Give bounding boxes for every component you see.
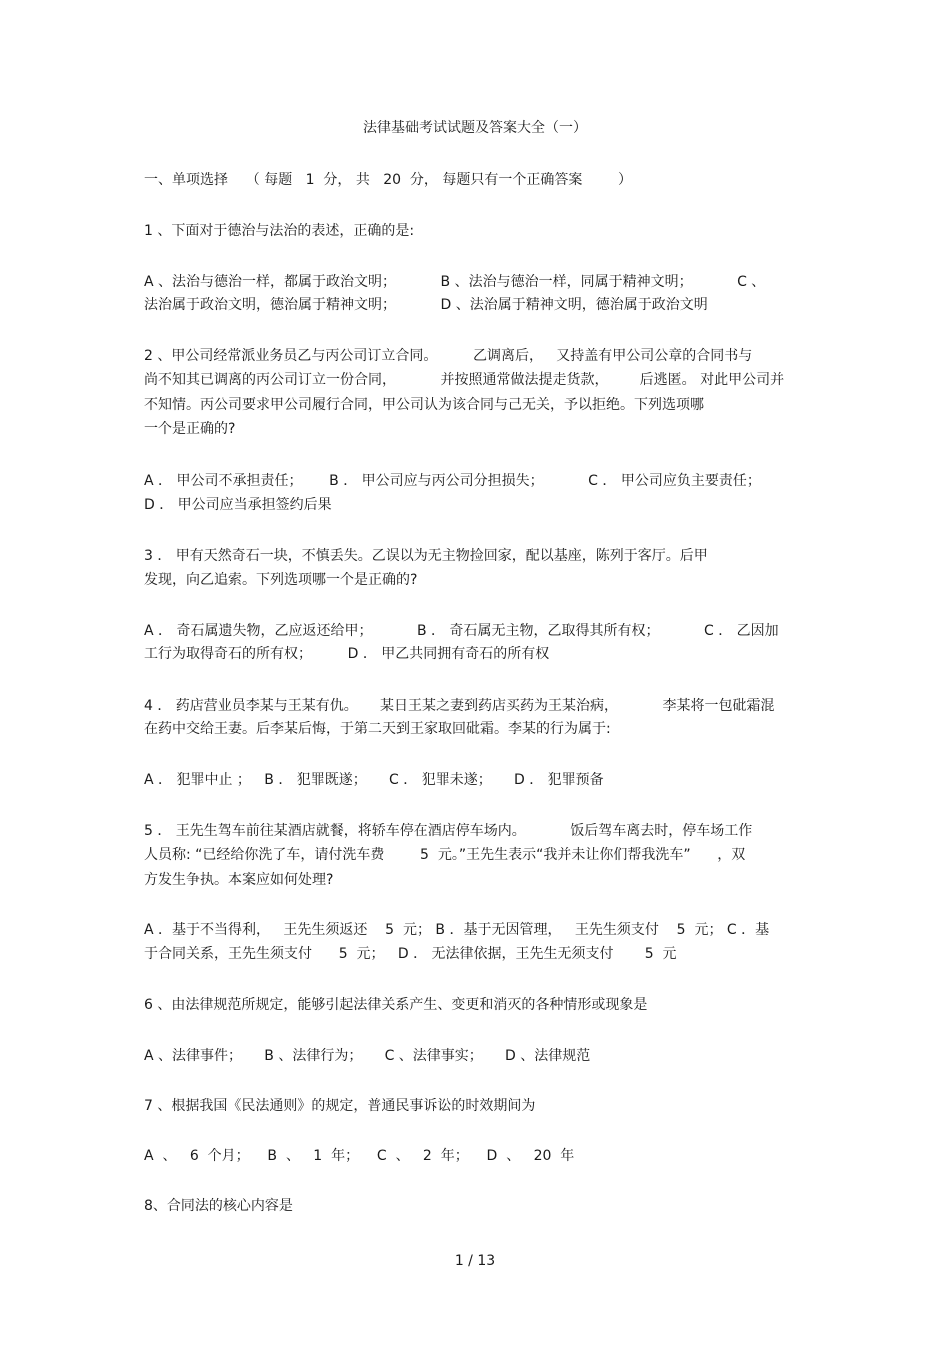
question-7-options: A 、 6 个月； B 、 1 年； C 、 2 年； D 、 20 年 bbox=[144, 1148, 575, 1164]
question-4-stem-line-2: 在药中交给王妻。后李某后悔，于第二天到王家取回砒霜。李某的行为属于: bbox=[144, 721, 611, 737]
question-7-stem: 7 、根据我国《民法通则》的规定，普通民事诉讼的时效期间为 bbox=[144, 1098, 536, 1114]
question-5-options-line-2: 于合同关系，王先生须支付 5 元； D ． 无法律依据，王先生无须支付 5 元 bbox=[144, 946, 677, 962]
question-4-options: A ． 犯罪中止 ； B ． 犯罪既遂； C ． 犯罪未遂； D ． 犯罪预备 bbox=[144, 772, 604, 788]
question-6-stem: 6 、由法律规范所规定，能够引起法律关系产生、变更和消灭的各种情形或现象是 bbox=[144, 997, 648, 1013]
question-5-stem-line-3: 方发生争执。本案应如何处理? bbox=[144, 872, 334, 888]
question-2-stem-line-2: 尚不知其已调离的丙公司订立一份合同， 并按照通常做法提走货款， 后逃匿。 对此甲公司并 bbox=[144, 372, 785, 388]
question-1-options-line-1: A 、法治与德治一样，都属于政治文明； B 、法治与德治一样，同属于精神文明； C 、 bbox=[144, 274, 766, 290]
question-4-stem-line-1: 4 ． 药店营业员李某与王某有仇。 某日王某之妻到药店买药为王某治病， 李某将一包砒霜混 bbox=[144, 698, 775, 714]
question-2-stem-line-1: 2 、甲公司经常派业务员乙与丙公司订立合同。 乙调离后， 又持盖有甲公司公章的合同书与 bbox=[144, 348, 753, 364]
question-5-stem-line-1: 5 ． 王先生驾车前往某酒店就餐，将轿车停在酒店停车场内。 饭后驾车离去时，停车场工作 bbox=[144, 823, 753, 839]
question-8-stem: 8、合同法的核心内容是 bbox=[144, 1198, 293, 1214]
page-number: 1 / 13 bbox=[454, 1253, 496, 1269]
question-2-options-line-1: A ． 甲公司不承担责任； B ． 甲公司应与丙公司分担损失； C ． 甲公司应负主要责任； bbox=[144, 473, 761, 489]
question-2-options-line-2: D ． 甲公司应当承担签约后果 bbox=[144, 497, 332, 513]
question-1-stem: 1 、下面对于德治与法治的表述，正确的是: bbox=[144, 223, 415, 239]
question-5-options-line-1: A ．基于不当得利， 王先生须返还 5 元； B ．基于无因管理， 王先生须支付 5 元； C ．基 bbox=[144, 922, 770, 938]
question-3-options-line-1: A ． 奇石属遗失物，乙应返还给甲； B ． 奇石属无主物，乙取得其所有权； C ． 乙因加 bbox=[144, 623, 779, 639]
question-2-stem-line-3: 不知情。丙公司要求甲公司履行合同，甲公司认为该合同与己无关，予以拒绝。下列选项哪 bbox=[144, 397, 704, 413]
document-title: 法律基础考试试题及答案大全（一） bbox=[363, 120, 587, 136]
section-heading: 一、单项选择 （ 每题 1 分， 共 20 分， 每题只有一个正确答案 ） bbox=[144, 172, 632, 188]
question-3-options-line-2: 工行为取得奇石的所有权； D ． 甲乙共同拥有奇石的所有权 bbox=[144, 646, 550, 662]
question-3-stem-line-1: 3 ． 甲有天然奇石一块，不慎丢失。乙误以为无主物捡回家，配以基座，陈列于客厅。后甲 bbox=[144, 548, 708, 564]
question-6-options: A 、法律事件； B 、法律行为； C 、法律事实； D 、法律规范 bbox=[144, 1048, 591, 1064]
question-1-options-line-2: 法治属于政治文明，德治属于精神文明； D 、法治属于精神文明，德治属于政治文明 bbox=[144, 297, 708, 313]
question-5-stem-line-2: 人员称: “已经给你洗了车，请付洗车费 5 元。”王先生表示“我并未让你们帮我洗车” ，双 bbox=[144, 847, 746, 863]
question-3-stem-line-2: 发现，向乙追索。下列选项哪一个是正确的? bbox=[144, 572, 418, 588]
question-2-stem-line-4: 一个是正确的? bbox=[144, 421, 236, 437]
